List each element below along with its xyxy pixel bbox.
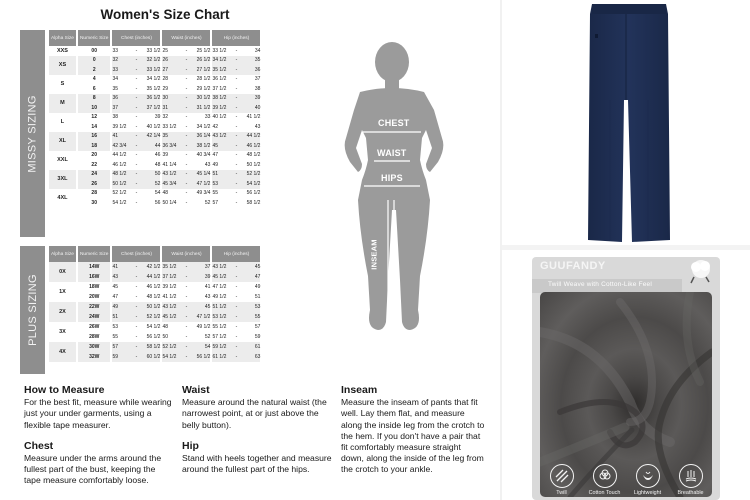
hip-range-cell: 34 1/2 - 35 [212,57,261,64]
twill-icon [554,468,570,484]
hip-range-cell: 61 1/2 - 63 [212,354,261,360]
chest-range-cell: 57 - 58 1/2 [112,344,161,350]
chest-label: CHEST [378,118,410,128]
woman-silhouette-icon [330,40,460,340]
alpha-size-cell: XXL [57,157,68,163]
inseam-label: INSEAM [369,239,379,270]
waist-text: Measure around the natural waist (the narrowest point, at or just above the belly button). [182,397,327,430]
waist-range-cell: 37 1/2 - 39 [162,274,211,280]
hip-range-cell: 45 - 46 1/2 [212,142,261,149]
hip-range-cell: 47 1/2 - 49 [212,284,261,290]
chest-range-cell: 51 - 52 1/2 [112,314,161,320]
chest-range-cell: 45 - 46 1/2 [112,284,161,290]
table-header-row [49,30,260,46]
chest-range-cell: 59 - 60 1/2 [112,354,161,360]
column-header: Chest (inches) [112,30,160,46]
table-row [49,302,260,312]
alpha-size-cell: XXS [56,47,68,54]
table-row [49,132,260,142]
column-header: Chest (inches) [112,246,160,262]
chest-range-cell: 41 - 42 1/2 [112,264,161,270]
table-row [49,282,260,292]
chest-range-cell: 36 - 36 1/2 [112,95,161,102]
waist-range-cell: 43 1/2 - 45 1/4 [162,171,211,178]
waist-range-cell: 28 - 28 1/2 [162,76,211,83]
table-row [49,352,260,362]
numeric-size-cell: 16 [78,132,111,142]
feature-icons [540,464,712,496]
table-row [49,151,260,161]
table-row [49,141,260,151]
hip-range-cell: 49 - 50 1/2 [212,161,261,168]
hip-range-cell: 40 1/2 - 41 1/2 [212,114,261,121]
inseam-heading: Inseam [341,384,378,396]
waist-range-cell: 48 - 49 3/4 [162,190,211,197]
numeric-size-cell: 26 [78,179,111,189]
fabric-card [532,257,720,500]
alpha-size-cell: 1X [59,289,66,295]
numeric-size-cell: 22W [78,302,111,312]
waist-range-cell: 52 1/2 - 54 [162,344,211,350]
waist-range-cell: 41 1/4 - 43 [162,161,211,168]
feature-breathable: Breathable [671,464,711,496]
plus-size-table [47,246,262,362]
waist-range-cell: 27 - 27 1/2 [162,66,211,73]
numeric-size-cell: 24W [78,312,111,322]
table-row [49,179,260,189]
hip-range-cell: 43 1/2 - 45 [212,264,261,270]
waist-heading: Waist [182,384,210,396]
hip-range-cell: 57 1/2 - 59 [212,334,261,340]
hip-range-cell: 55 1/2 - 57 [212,324,261,330]
chest-range-cell: 54 1/2 - 56 [112,199,161,206]
chest-range-cell: 46 1/2 - 48 [112,161,161,168]
waist-range-cell: 54 1/2 - 56 1/2 [162,354,211,360]
waist-range-cell: 36 3/4 - 38 1/2 [162,142,211,149]
numeric-size-cell: 4 [92,76,96,83]
numeric-size-cell: 30W [78,342,111,352]
feature-lightweight: Lightweight [628,464,668,496]
hip-range-cell: 43 1/2 - 44 1/2 [212,133,261,140]
howto-column-2 [182,385,332,485]
hip-range-cell: 47 - 48 1/2 [212,152,261,159]
table-row [49,84,260,94]
column-header: Waist (inches) [162,30,210,46]
column-header: Waist (inches) [162,246,210,262]
hip-range-cell: 39 1/2 - 40 [212,104,261,111]
cotton-touch-icon [597,468,613,484]
alpha-size-cell: XL [49,132,76,151]
hip-range-cell: 38 1/2 - 39 [212,95,261,102]
numeric-size-cell: 6 [92,85,96,92]
alpha-size-cell: S [60,81,65,87]
numeric-size-cell: 14 [91,123,97,130]
waist-range-cell: 33 1/2 - 34 1/2 [162,123,211,130]
chest-range-cell: 38 - 39 [112,114,161,121]
table-row [49,103,260,113]
hip-range-cell: 49 1/2 - 51 [212,294,261,300]
chest-range-cell: 35 - 35 1/2 [112,85,161,92]
table-row [49,122,260,132]
hip-range-cell: 36 1/2 - 37 [212,76,261,83]
table-row [49,113,260,123]
numeric-size-cell: 30 [91,199,97,206]
table-row [49,332,260,342]
hip-range-cell: 45 1/2 - 47 [212,274,261,280]
waist-range-cell: 26 - 26 1/2 [162,57,211,64]
waist-range-cell: 45 3/4 - 47 1/2 [162,180,211,187]
table-header-row [49,246,260,262]
alpha-size-cell: 4XL [57,195,68,201]
numeric-size-cell: 26W [89,324,100,330]
brand-name: GUUFANDY [540,260,606,272]
column-header: Alpha Size [49,246,76,262]
chest-range-cell: 32 - 32 1/2 [112,57,161,64]
hip-range-cell: 53 - 54 1/2 [212,180,261,187]
waist-range-cell: 32 - 33 [162,114,211,121]
hip-text: Stand with heels together and measure around the fullest part of the hips. [182,453,332,475]
waist-range-cell: 45 1/2 - 47 1/2 [162,314,211,320]
column-header: Hip (inches) [212,246,260,262]
numeric-size-cell: 10 [78,103,111,113]
waist-range-cell: 29 - 29 1/2 [162,85,211,92]
navy-pants-image [502,0,750,245]
hips-label: HIPS [381,173,403,183]
chest-range-cell: 50 1/2 - 52 [112,180,161,187]
hip-range-cell: 33 1/2 - 34 [212,47,261,54]
alpha-size-cell: 2X [49,302,76,322]
alpha-size-cell: 4X [49,342,76,362]
table-row [49,322,260,332]
numeric-size-cell: 8 [78,94,111,104]
cotton-flower-icon [688,255,714,285]
chest-range-cell: 43 - 44 1/2 [112,274,161,280]
table-row [49,272,260,282]
fabric-detail-image[interactable] [502,250,750,500]
fabric-tagline: Twill Weave with Cotton-Like Feel [548,281,653,288]
chest-range-cell: 41 - 42 1/4 [112,133,161,140]
pants-product-image[interactable] [502,0,750,245]
chest-range-cell: 44 1/2 - 46 [112,152,161,159]
table-row [49,170,260,180]
chest-heading: Chest [24,439,54,452]
table-row [49,56,260,66]
feature-cotton-touch: Cotton Touch [585,464,625,496]
waist-range-cell: 43 1/2 - 45 [162,304,211,310]
chest-range-cell: 39 1/2 - 40 1/2 [112,123,161,130]
numeric-size-cell: 18W [89,284,100,290]
table-row [49,160,260,170]
numeric-size-cell: 18 [78,141,111,151]
hip-range-cell: 57 - 58 1/2 [212,199,261,206]
numeric-size-cell: 22 [91,161,97,168]
body-silhouette [330,40,460,340]
how-to-measure-text: For the best fit, measure while wearing just your under garments, using a flexible tape measurer. [24,397,172,430]
column-header: Numeric Size [78,30,111,46]
waist-range-cell: 48 - 49 1/2 [162,324,211,330]
waist-range-cell: 30 - 30 1/2 [162,95,211,102]
chest-range-cell: 52 1/2 - 54 [112,190,161,197]
chest-range-cell: 48 1/2 - 50 [112,171,161,178]
hip-range-cell: 53 1/2 - 55 [212,314,261,320]
hip-range-cell: 37 1/2 - 38 [212,85,261,92]
waist-range-cell: 39 - 40 3/4 [162,152,211,159]
table-row [49,189,260,199]
waist-range-cell: 50 1/4 - 52 [162,199,211,206]
numeric-size-cell: 28 [91,190,97,197]
chest-range-cell: 53 - 54 1/2 [112,324,161,330]
column-header: Numeric Size [78,246,111,262]
waist-label: WAIST [377,148,407,158]
waist-range-cell: 35 - 36 1/4 [162,133,211,140]
numeric-size-cell: 24 [78,170,111,180]
table-row [49,65,260,75]
howto-column-1 [24,385,174,497]
hip-range-cell: 35 1/2 - 36 [212,66,261,73]
chest-range-cell: 33 - 33 1/2 [112,47,161,54]
chest-range-cell: 49 - 50 1/2 [112,304,161,310]
numeric-size-cell: 12 [91,114,97,121]
alpha-size-cell: 3X [59,329,66,335]
chest-range-cell: 37 - 37 1/2 [112,104,161,111]
waist-range-cell: 50 - 52 [162,334,211,340]
plus-sizing-label: PLUS SIZING [20,246,45,374]
hip-heading: Hip [182,439,199,452]
table-row [49,46,260,56]
waist-range-cell: 31 - 31 1/2 [162,104,211,111]
alpha-size-cell: XS [49,56,76,75]
table-row [49,75,260,85]
missy-sizing-label: MISSY SIZING [20,30,45,237]
inseam-text: Measure the inseam of pants that fit well. Lay them flat, and measure along the inside leg from the crotch to the hem. If you don't have a pair that fit comfortably measure straight down, along the inside of the leg from the crotch to your ankle. [341,397,485,475]
alpha-size-cell: 0X [49,262,76,282]
column-header: Alpha Size [49,30,76,46]
table-row [49,262,260,272]
chest-text: Measure under the arms around the fullest part of the bust, keeping the tape measure comfortably loose. [24,453,162,486]
chest-range-cell: 33 - 33 1/2 [112,66,161,73]
table-row [49,342,260,352]
hip-range-cell: 42 - 43 [212,123,261,130]
alpha-size-cell: M [49,94,76,113]
table-row [49,94,260,104]
alpha-size-cell: 3XL [49,170,76,189]
hip-range-cell: 59 1/2 - 61 [212,344,261,350]
numeric-size-cell: 16W [78,272,111,282]
numeric-size-cell: 20 [91,152,97,159]
lightweight-icon [640,468,656,484]
chest-range-cell: 42 3/4 - 44 [112,142,161,149]
hip-range-cell: 55 - 56 1/2 [212,190,261,197]
table-row [49,198,260,208]
numeric-size-cell: 00 [91,47,97,54]
waist-range-cell: 35 1/2 - 37 [162,264,211,270]
table-row [49,312,260,322]
waist-range-cell: 41 1/2 - 43 [162,294,211,300]
missy-size-table [47,30,262,208]
breathable-icon [683,468,699,484]
feature-twill: Twill [542,464,582,496]
chest-range-cell: 55 - 56 1/2 [112,334,161,340]
howto-column-3 [341,385,486,486]
numeric-size-cell: 20W [89,294,100,300]
numeric-size-cell: 28W [89,334,100,340]
numeric-size-cell: 0 [78,56,111,66]
how-to-measure-heading: How to Measure [24,384,105,396]
alpha-size-cell: L [60,119,65,125]
chest-range-cell: 34 - 34 1/2 [112,76,161,83]
hip-range-cell: 51 - 52 1/2 [212,171,261,178]
chart-title: Women's Size Chart [100,7,230,22]
numeric-size-cell: 2 [78,65,111,75]
waist-range-cell: 39 1/2 - 41 [162,284,211,290]
table-row [49,292,260,302]
numeric-size-cell: 14W [78,262,111,272]
chest-range-cell: 47 - 48 1/2 [112,294,161,300]
waist-range-cell: 25 - 25 1/2 [162,47,211,54]
column-header: Hip (inches) [212,30,260,46]
hip-range-cell: 51 1/2 - 53 [212,304,261,310]
numeric-size-cell: 32W [78,352,111,362]
